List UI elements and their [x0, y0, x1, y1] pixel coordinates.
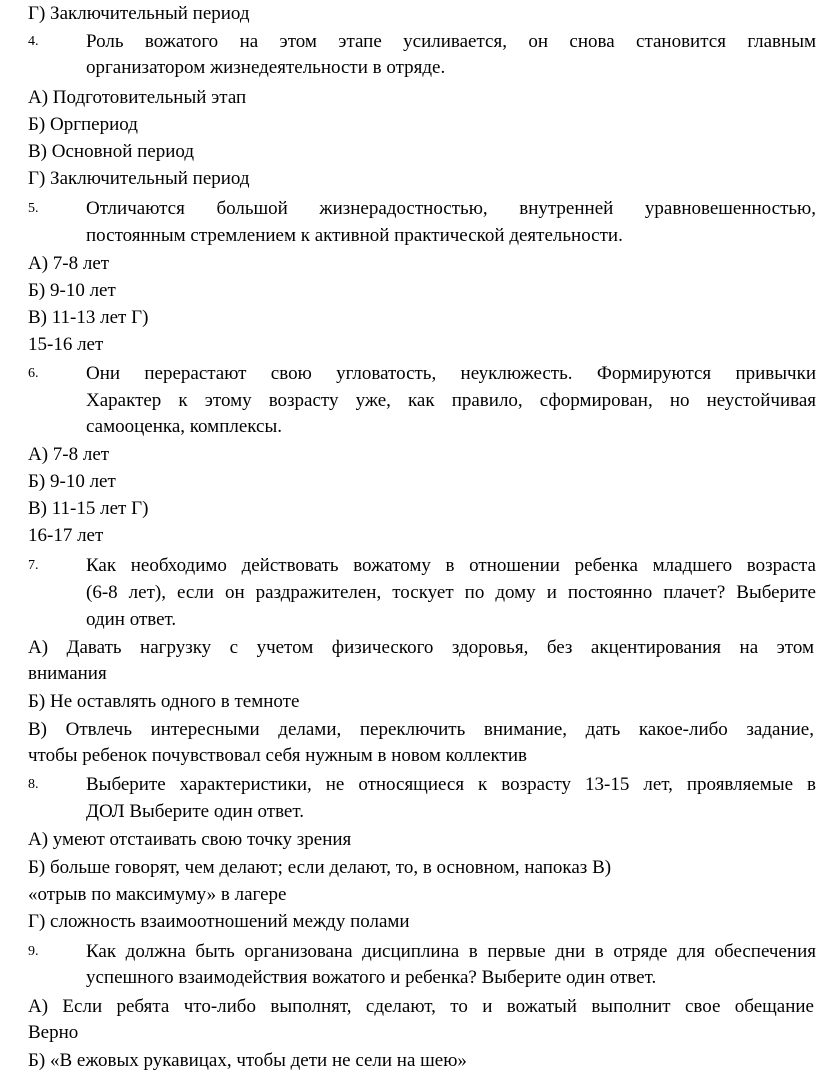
question-number: 8. [28, 777, 39, 792]
question-text: ДОЛ Выберите один ответ. [86, 801, 304, 822]
answer-a: А) Если ребята что-либо выполнят, сделают, то и вожатый выполнит свое обещание [28, 996, 814, 1017]
answer-b: Б) больше говорят, чем делают; если делают, то, в основном, напоказ В) [28, 857, 612, 878]
answer-b: Б) 9-10 лет [28, 471, 116, 492]
answer-v: В) Отвлечь интересными делами, переключить внимание, дать какое-либо задание, [28, 719, 814, 740]
answer-a-continued: внимания [28, 663, 107, 684]
answer-a: А) умеют отстаивать свою точку зрения [28, 829, 352, 850]
question-text: Они перерастают свою угловатость, неуклюжесть. Формируются привычки [86, 363, 816, 384]
answer-b: Б) «В ежовых рукавицах, чтобы дети не сели на шею» [28, 1050, 467, 1071]
answer-a: А) Подготовительный этап [28, 87, 247, 108]
answer-a-continued: Верно [28, 1022, 79, 1043]
question-text: постоянным стремлением к активной практической деятельности. [86, 225, 623, 246]
answer-v: «отрыв по максимуму» в лагере [28, 884, 287, 905]
question-number: 9. [28, 944, 39, 959]
answer-v: В) 11-13 лет Г) [28, 307, 149, 328]
question-text: Характер к этому возрасту уже, как правило, сформирован, но неустойчивая [86, 390, 816, 411]
answer-a: А) 7-8 лет [28, 253, 110, 274]
question-text: Выберите характеристики, не относящиеся к возрасту 13-15 лет, проявляемые в [86, 774, 816, 795]
answer-a: А) 7-8 лет [28, 444, 110, 465]
answer-g: Г) сложность взаимоотношений между полами [28, 911, 410, 932]
answer-a: А) Давать нагрузку с учетом физического здоровья, без акцентирования на этом [28, 637, 814, 658]
answer-g: Г) Заключительный период [28, 3, 250, 24]
question-text: (6-8 лет), если он раздражителен, тоскует по дому и постоянно плачет? Выберите [86, 582, 816, 603]
question-text: Роль вожатого на этом этапе усиливается, он снова становится главным [86, 31, 816, 52]
answer-g: 15-16 лет [28, 334, 104, 355]
question-number: 7. [28, 558, 39, 573]
question-number: 4. [28, 34, 39, 49]
question-text: организатором жизнедеятельности в отряде. [86, 57, 446, 78]
question-number: 5. [28, 201, 39, 216]
answer-g: 16-17 лет [28, 525, 104, 546]
question-text: Как должна быть организована дисциплина в первые дни в отряде для обеспечения [86, 941, 816, 962]
question-text: успешного взаимодействия вожатого и ребенка? Выберите один ответ. [86, 967, 657, 988]
answer-b: Б) 9-10 лет [28, 280, 116, 301]
answer-v: В) Основной период [28, 141, 195, 162]
question-text: Отличаются большой жизнерадостностью, внутренней уравновешенностью, [86, 198, 816, 219]
question-text: самооценка, комплексы. [86, 416, 282, 437]
question-number: 6. [28, 366, 39, 381]
question-text: Как необходимо действовать вожатому в отношении ребенка младшего возраста [86, 555, 816, 576]
answer-b: Б) Оргпериод [28, 114, 138, 135]
answer-v: В) 11-15 лет Г) [28, 498, 149, 519]
answer-b: Б) Не оставлять одного в темноте [28, 691, 300, 712]
answer-v-continued: чтобы ребенок почувствовал себя нужным в новом коллектив [28, 745, 527, 766]
question-text: один ответ. [86, 609, 177, 630]
answer-g: Г) Заключительный период [28, 168, 250, 189]
